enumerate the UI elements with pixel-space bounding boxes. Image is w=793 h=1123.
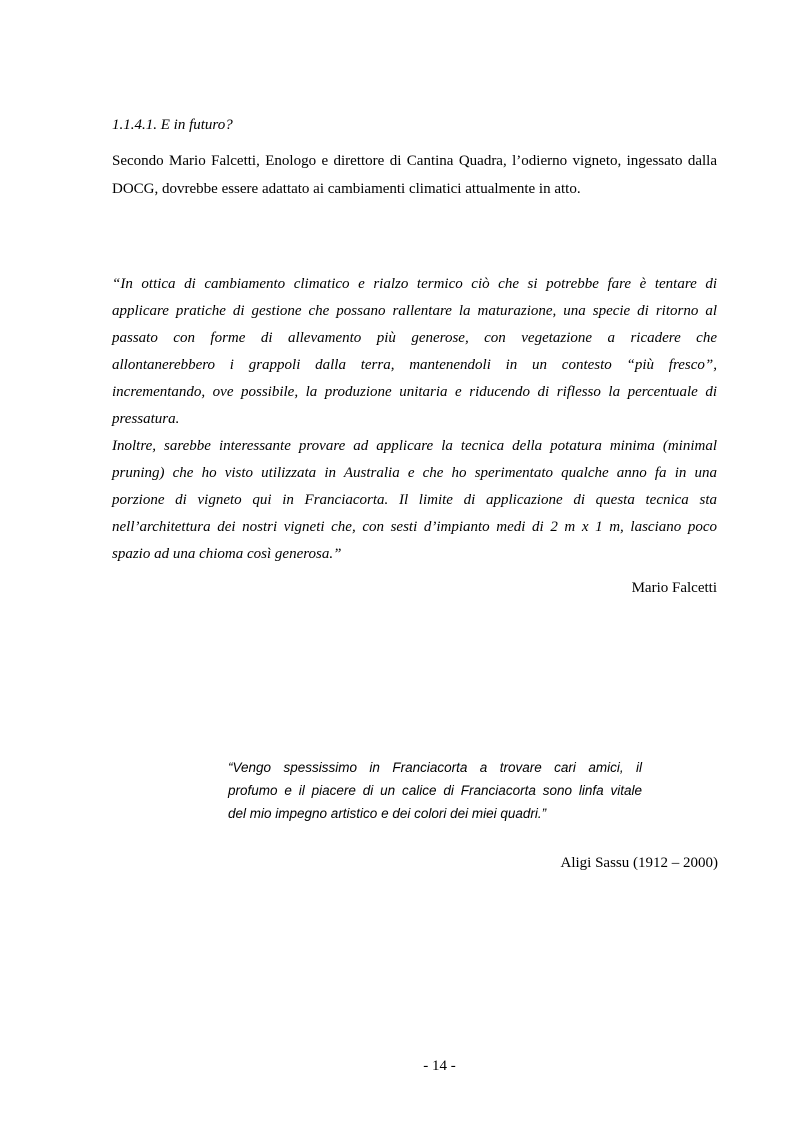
quote-line: “Vengo spessissimo in Franciacorta a trovare cari amici, il bbox=[228, 760, 642, 775]
falcetti-quote bbox=[112, 276, 717, 573]
quote-line: Inoltre, sarebbe interessante provare ad applicare la tecnica della potatura minima (minimal bbox=[112, 438, 717, 454]
section-heading: 1.1.4.1. E in futuro? bbox=[112, 117, 233, 133]
quote-line: passato con forme di allevamento più generose, con vegetazione a ricadere che bbox=[112, 330, 717, 346]
quote-line: pressatura. bbox=[112, 411, 180, 427]
quote-line: porzione di vigneto qui in Franciacorta. Il limite di applicazione di questa tecnica sta bbox=[112, 492, 717, 508]
quote-line: spazio ad una chioma così generosa.” bbox=[112, 546, 342, 562]
quote-line: “In ottica di cambiamento climatico e rialzo termico ciò che si potrebbe fare è tentare di bbox=[112, 276, 717, 292]
quote-line: del mio impegno artistico e dei colori dei miei quadri.” bbox=[228, 806, 547, 821]
sassu-quote bbox=[228, 760, 642, 829]
quote-line: nell’architettura dei nostri vigneti che, con sesti d’impianto medi di 2 m x 1 m, lasciano poco bbox=[112, 519, 717, 535]
quote-line: pruning) che ho visto utilizzata in Australia e che ho sperimentato qualche anno fa in una bbox=[112, 465, 717, 481]
falcetti-attribution: Mario Falcetti bbox=[631, 580, 717, 596]
page-number: - 14 - bbox=[423, 1058, 456, 1074]
intro-paragraph: Secondo Mario Falcetti, Enologo e direttore di Cantina Quadra, l’odierno vigneto, ingessato dalla DOCG, dovrebbe essere adattato ai cambiamenti climatici attualmente in atto. bbox=[112, 153, 717, 197]
quote-line: incrementando, ove possibile, la produzione unitaria e riducendo di riflesso la percentuale di bbox=[112, 384, 717, 400]
sassu-attribution: Aligi Sassu (1912 – 2000) bbox=[560, 855, 718, 871]
quote-line: profumo e il piacere di un calice di Franciacorta sono linfa vitale bbox=[228, 783, 642, 798]
quote-line: allontanerebbero i grappoli dalla terra, mantenendoli in un contesto “più fresco”, bbox=[112, 357, 717, 373]
quote-line: applicare pratiche di gestione che possano rallentare la maturazione, una specie di ritorno al bbox=[112, 303, 717, 319]
